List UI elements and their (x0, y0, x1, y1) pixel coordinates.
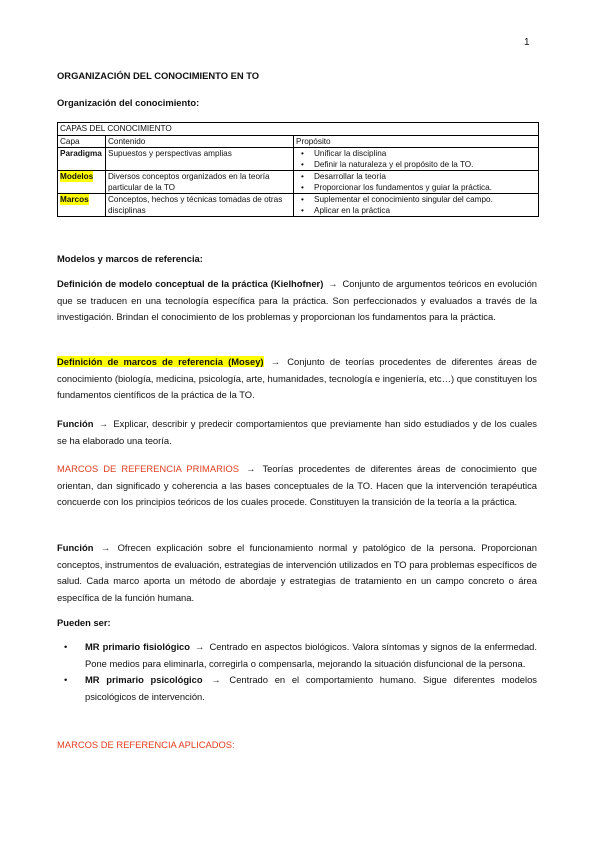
purpose-item: • Aplicar en la práctica (296, 205, 536, 216)
header-contenido: Contenido (106, 136, 294, 148)
bullet-term: MR primario psicológico (85, 674, 203, 685)
purpose-item: • Suplementar el conocimiento singular del campo. (296, 194, 536, 205)
table-row (58, 194, 539, 217)
content-cell: Supuestos y perspectivas amplias (106, 148, 294, 171)
arrow-icon: → (328, 278, 338, 289)
bullet-text: Centrado en el comportamiento humano. Sigue diferentes modelos psicológicos de intervención. (85, 674, 537, 702)
frames-definition-paragraph (57, 354, 537, 404)
page-number: 1 (524, 37, 530, 48)
organization-heading: Organización del conocimiento: (57, 97, 200, 108)
function-paragraph-2 (57, 540, 537, 606)
header-capa: Capa (58, 136, 106, 148)
purpose-item: • Definir la naturaleza y el propósito de la TO. (296, 159, 536, 170)
list-item (57, 672, 537, 705)
function-text: Explicar, describir y predecir comportamientos que previamente han sido estudiados y de los cuales se ha elaborado una teoría. (57, 418, 537, 446)
primary-frames-text: Teorías procedentes de diferentes áreas de conocimiento que orientan, dan significado y coherencia a las bases conceptuales de la TO. Hacen que la intervención terapéutica concuerde con los principios teóricos de los cuales procede. Constituyen la transición de la teoría a la práctica. (57, 463, 538, 507)
model-definition-term: Definición de modelo conceptual de la práctica (Kielhofner) (57, 278, 324, 289)
arrow-icon: → (211, 674, 221, 685)
bullet-term: MR primario fisiológico (85, 641, 190, 652)
table-row (58, 148, 539, 171)
layer-cell (58, 171, 106, 194)
function-paragraph-1 (57, 416, 537, 449)
applied-frames-heading: MARCOS DE REFERENCIA APLICADOS: (57, 739, 235, 750)
document-title: ORGANIZACIÓN DEL CONOCIMIENTO EN TO (57, 70, 260, 81)
layer-name-marcos: Marcos (60, 195, 89, 204)
arrow-icon: → (98, 418, 109, 429)
arrow-icon: → (270, 356, 281, 367)
purpose-list (296, 148, 536, 170)
frames-definition-term: Definición de marcos de referencia (Mosey) (57, 356, 264, 367)
purpose-item: • Desarrollar la teoría (296, 171, 536, 182)
model-definition-text: Conjunto de argumentos teóricos en evolución que se traducen en una tecnología específica para la práctica. Son perfeccionados y evaluados a través de la investigación. Brindan el conocimiento de los problemas y proporcionan los fundamentos para la práctica. (57, 278, 538, 322)
knowledge-layers-table (57, 122, 539, 217)
purpose-cell (294, 148, 539, 171)
primary-frames-list (57, 639, 537, 705)
table-caption-row (58, 123, 539, 136)
content-cell: Conceptos, hechos y técnicas tomadas de otras disciplinas (106, 194, 294, 217)
purpose-cell (294, 194, 539, 217)
bullet-icon: • (64, 641, 68, 652)
pueden-ser-heading: Pueden ser: (57, 617, 111, 628)
primary-frames-term: MARCOS DE REFERENCIA PRIMARIOS (57, 463, 240, 474)
layer-cell (58, 194, 106, 217)
header-proposito: Propósito (294, 136, 539, 148)
purpose-item: • Unificar la disciplina (296, 148, 536, 159)
purpose-item: • Proporcionar los fundamentos y guiar la práctica. (296, 182, 536, 193)
purpose-cell (294, 171, 539, 194)
function-term: Función (57, 418, 94, 429)
layer-name-paradigma: Paradigma (60, 149, 102, 158)
function-term: Función (57, 542, 94, 553)
primary-frames-paragraph (57, 461, 537, 511)
function-text: Ofrecen explicación sobre el funcionamiento normal y patológico de la persona. Proporcionan conceptos, instrumentos de evaluación, estrategias de intervención utilizados en TO para problemas específicos de salud. Cada marco aporta un método de abordaje y estrategias de tratamiento en un campo concreto o área específica de la función humana. (57, 542, 537, 603)
layer-name-modelos: Modelos (60, 172, 94, 181)
content-cell: Diversos conceptos organizados en la teoría particular de la TO (106, 171, 294, 194)
bullet-text: Centrado en aspectos biológicos. Valora síntomas y signos de la enfermedad. Pone medios para eliminarla, corregirla o compensarla, mejorando la situación disfuncional de la persona. (85, 641, 538, 669)
purpose-list (296, 171, 536, 193)
arrow-icon: → (246, 463, 256, 474)
list-item (57, 639, 537, 672)
arrow-icon: → (195, 641, 205, 652)
table-caption: CAPAS DEL CONOCIMIENTO (58, 123, 539, 136)
frames-definition-text: Conjunto de teorías procedentes de diferentes áreas de conocimiento (biología, medicina, psicología, arte, humanidades, tecnología e ingeniería, etc…) que constituyen los fundamentos científicos de la práctica de la TO. (57, 356, 537, 400)
table-row (58, 171, 539, 194)
table-header-row (58, 136, 539, 148)
purpose-list (296, 194, 536, 216)
arrow-icon: → (100, 542, 111, 553)
bullet-icon: • (64, 674, 68, 685)
model-definition-paragraph (57, 276, 537, 326)
models-heading: Modelos y marcos de referencia: (57, 253, 203, 264)
layer-cell (58, 148, 106, 171)
